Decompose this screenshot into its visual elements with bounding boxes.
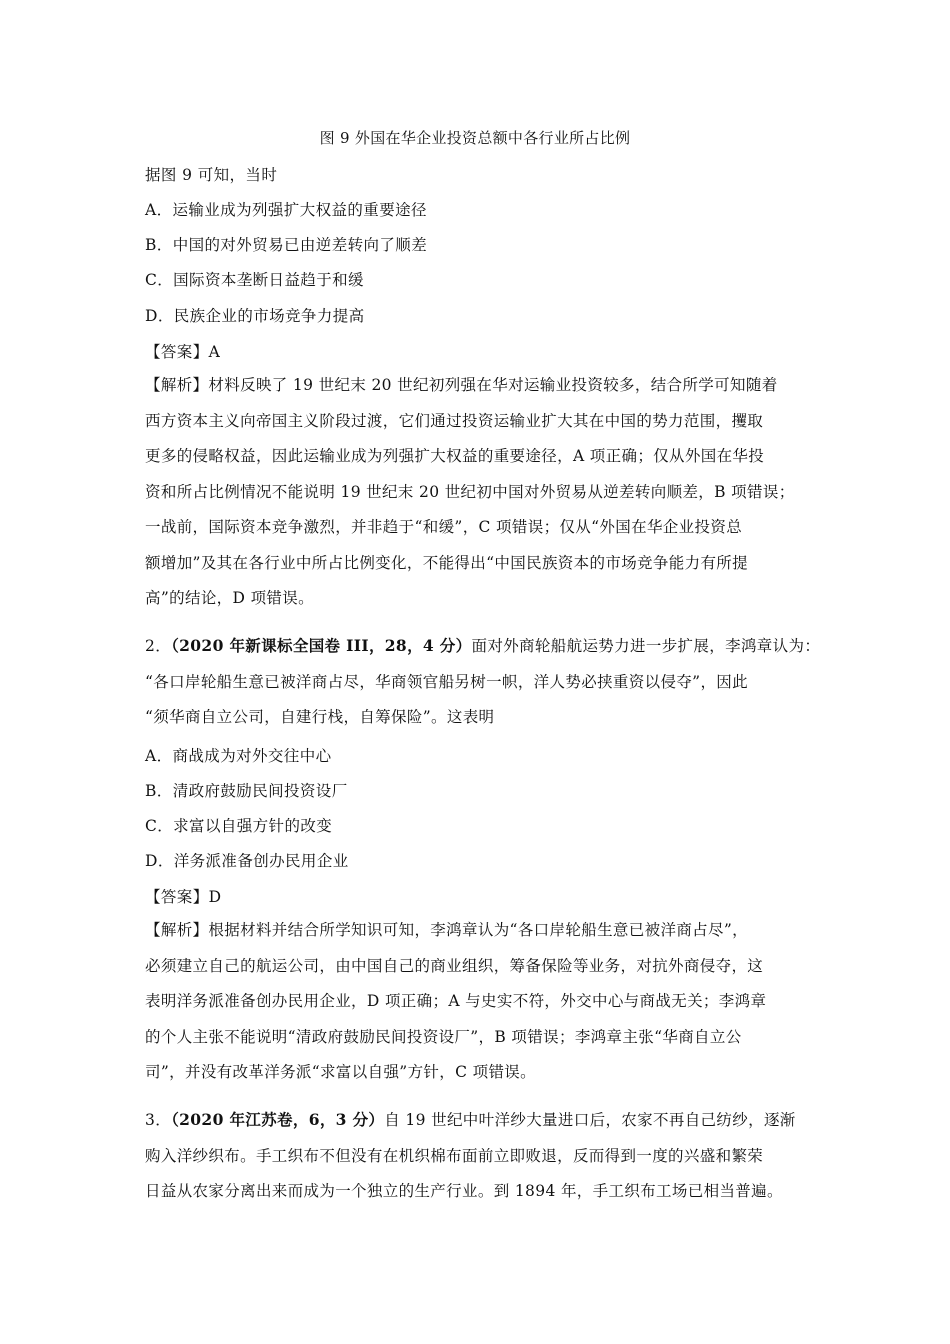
q2-analysis-line: 的个人主张不能说明“清政府鼓励民间投资设厂”，B 项错误；李鸿章主张“华商自立公 [145,1027,742,1046]
q3-stem-line: 购入洋纱织布。手工织布不但没有在机织棉布面前立即败退，反而得到一度的兴盛和繁荣 [145,1146,764,1165]
figure-caption: 图 9 外国在华企业投资总额中各行业所占比例 [319,129,631,147]
q2-analysis-line: 司”，并没有改革洋务派“求富以自强”方针，C 项错误。 [145,1063,537,1081]
q2-stem-line: “各口岸轮船生意已被洋商占尽，华商领官船另树一帜，洋人势必挟重资以侵夺”，因此 [145,672,749,691]
q2-option-d: D．洋务派准备创办民用企业 [145,852,349,870]
q1-analysis-line: 更多的侵略权益，因此运输业成为列强扩大权益的重要途径，A 项正确；仅从外国在华投 [145,447,765,465]
q2-answer: 【答案】D [145,888,222,906]
q1-analysis-line: 资和所占比例情况不能说明 19 世纪末 20 世纪初中国对外贸易从逆差转向顺差，B 项错误； [145,482,795,501]
q1-stem: 据图 9 可知，当时 [145,166,278,184]
q1-answer: 【答案】A [145,343,221,361]
q1-analysis-line: 一战前，国际资本竞争激烈，并非趋于“和缓”，C 项错误；仅从“外国在华企业投资总 [145,518,743,536]
q2-source: （2020 年新课标全国卷 III，28，4 分） [171,636,472,655]
q2-option-a: A．商战成为对外交往中心 [145,747,332,765]
q1-analysis-line: 【解析】材料反映了 19 世纪末 20 世纪初列强在华对运输业投资较多，结合所学可知随着 [145,376,778,394]
q2-analysis-line: 【解析】根据材料并结合所学知识可知，李鸿章认为“各口岸轮船生意已被洋商占尽”， [145,921,749,939]
q1-option-b: B．中国的对外贸易已由逆差转向了顺差 [145,236,428,254]
q2-analysis-line: 表明洋务派准备创办民用企业，D 项正确；A 与史实不符，外交中心与商战无关；李鸿章 [145,992,767,1010]
q3-source: （2020 年江苏卷，6，3 分） [171,1110,385,1129]
q3-stem [145,1102,815,1210]
q2-analysis-line: 必须建立自己的航运公司，由中国自己的商业组织，筹备保险等业务，对抗外商侵夺，这 [145,956,764,975]
q3-stem-line: 日益从农家分离出来而成为一个独立的生产行业。到 1894 年，手工织布工场已相当普遍。 [145,1182,783,1200]
q1-analysis-line: 西方资本主义向帝国主义阶段过渡，它们通过投资运输业扩大其在中国的势力范围，攫取 [145,411,764,430]
q1-analysis [145,368,815,617]
q1-option-d: D．民族企业的市场竞争力提高 [145,307,365,325]
q2-stem-line: 面对外商轮船航运势力进一步扩展，李鸿章认为： [471,637,821,655]
q2-option-b: B．清政府鼓励民间投资设厂 [145,782,348,800]
q2-stem-line: “须华商自立公司，自建行栈，自筹保险”。这表明 [145,708,495,726]
q1-analysis-line: 高”的结论，D 项错误。 [145,589,314,607]
q2-option-c: C．求富以自强方针的改变 [145,817,333,835]
q3-number: 3． [145,1111,172,1129]
q1-option-a: A．运输业成为列强扩大权益的重要途径 [145,201,427,219]
q1-analysis-line: 额增加”及其在各行业中所占比例变化，不能得出“中国民族资本的市场竞争能力有所提 [145,553,749,572]
q3-stem-line: 自 19 世纪中叶洋纱大量进口后，农家不再自己纺纱，逐渐 [384,1111,796,1129]
q2-number: 2． [145,637,172,655]
q2-analysis [145,913,815,1091]
q2-stem [145,628,821,736]
q1-option-c: C．国际资本垄断日益趋于和缓 [145,271,364,289]
